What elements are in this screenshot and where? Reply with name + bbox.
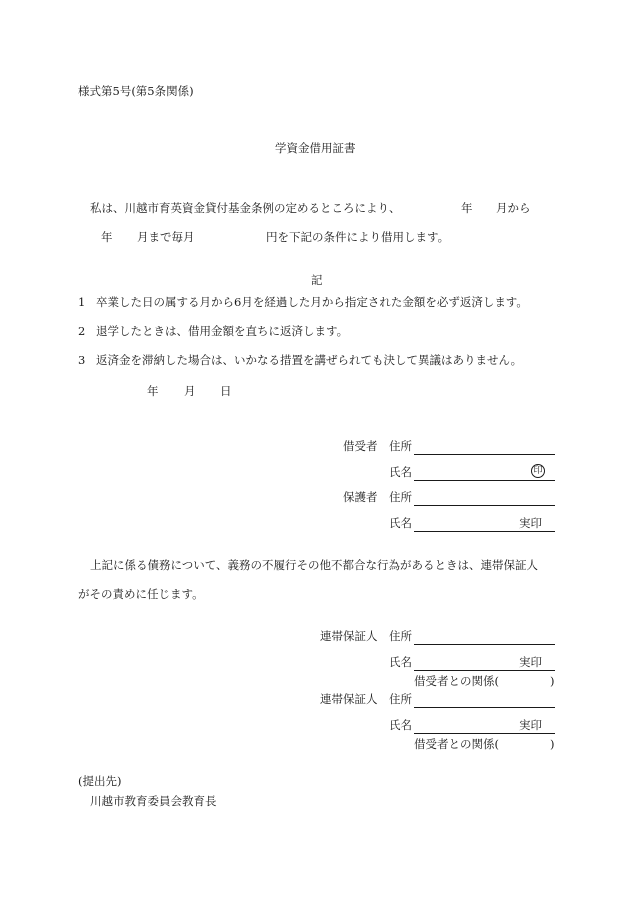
borrower-role: 借受者 xyxy=(343,439,378,453)
date-month: 月 xyxy=(184,384,196,398)
form-number: 様式第5号(第5条関係) xyxy=(78,84,194,98)
condition-number: 1 xyxy=(78,295,86,309)
guarantor1-seal-label: 実印 xyxy=(519,655,542,669)
condition-number: 2 xyxy=(78,324,86,338)
guarantor2-name-label: 氏名 xyxy=(389,718,412,732)
guardian-address-label: 住所 xyxy=(389,490,412,504)
submit-to-label: (提出先) xyxy=(78,774,122,788)
guarantor1-relation-close: ) xyxy=(550,674,555,688)
body-line1-year: 年 xyxy=(461,201,473,215)
guardian-name-label: 氏名 xyxy=(389,516,412,530)
date-year: 年 xyxy=(147,384,159,398)
guarantee-paragraph-line1: 上記に係る債務について、義務の不履行その他不都合な行為があるときは、連帯保証人 xyxy=(90,558,539,572)
submit-to-recipient: 川越市教育委員会教育長 xyxy=(90,794,217,808)
guarantor1-name-label: 氏名 xyxy=(389,655,412,669)
body-line1-text: 私は、川越市育英資金貸付基金条例の定めるところにより、 xyxy=(90,201,401,215)
body-line2-month-until: 月まで毎月 xyxy=(137,230,195,244)
guarantor2-address-field[interactable] xyxy=(414,694,555,708)
body-line2-yen: 円を下記の条件により借用します。 xyxy=(266,230,450,244)
guarantor1-address-label: 住所 xyxy=(389,629,412,643)
guarantor1-address-field[interactable] xyxy=(414,631,555,645)
condition-text: 返済金を滞納した場合は、いかなる措置を講ぜられても決して異議はありません。 xyxy=(96,353,523,367)
guardian-address-field[interactable] xyxy=(414,492,555,506)
guardian-seal-label: 実印 xyxy=(519,516,542,530)
guarantor2-role: 連帯保証人 xyxy=(320,692,378,706)
guarantor2-seal-label: 実印 xyxy=(519,718,542,732)
guardian-role: 保護者 xyxy=(343,490,378,504)
date-day: 日 xyxy=(220,384,232,398)
borrower-address-field[interactable] xyxy=(414,441,555,455)
guarantor1-relation-label: 借受者との関係( xyxy=(414,674,499,688)
borrower-name-label: 氏名 xyxy=(389,465,412,479)
guarantee-paragraph-line2: がその責めに任じます。 xyxy=(78,587,204,601)
condition-number: 3 xyxy=(78,353,86,367)
condition-text: 退学したときは、借用金額を直ちに返済します。 xyxy=(96,324,349,338)
guarantor1-role: 連帯保証人 xyxy=(320,629,378,643)
document-title: 学資金借用証書 xyxy=(275,141,356,155)
body-line1-month-from: 月から xyxy=(496,201,531,215)
guarantor2-relation-label: 借受者との関係( xyxy=(414,737,499,751)
borrower-seal-mark: 印 xyxy=(531,464,545,478)
condition-text: 卒業した日の属する月から6月を経過した月から指定された金額を必ず返済します。 xyxy=(96,295,528,309)
body-line2-year: 年 xyxy=(101,230,113,244)
guarantor2-address-label: 住所 xyxy=(389,692,412,706)
borrower-address-label: 住所 xyxy=(389,439,412,453)
ki-heading: 記 xyxy=(311,273,323,287)
guarantor2-relation-close: ) xyxy=(550,737,555,751)
